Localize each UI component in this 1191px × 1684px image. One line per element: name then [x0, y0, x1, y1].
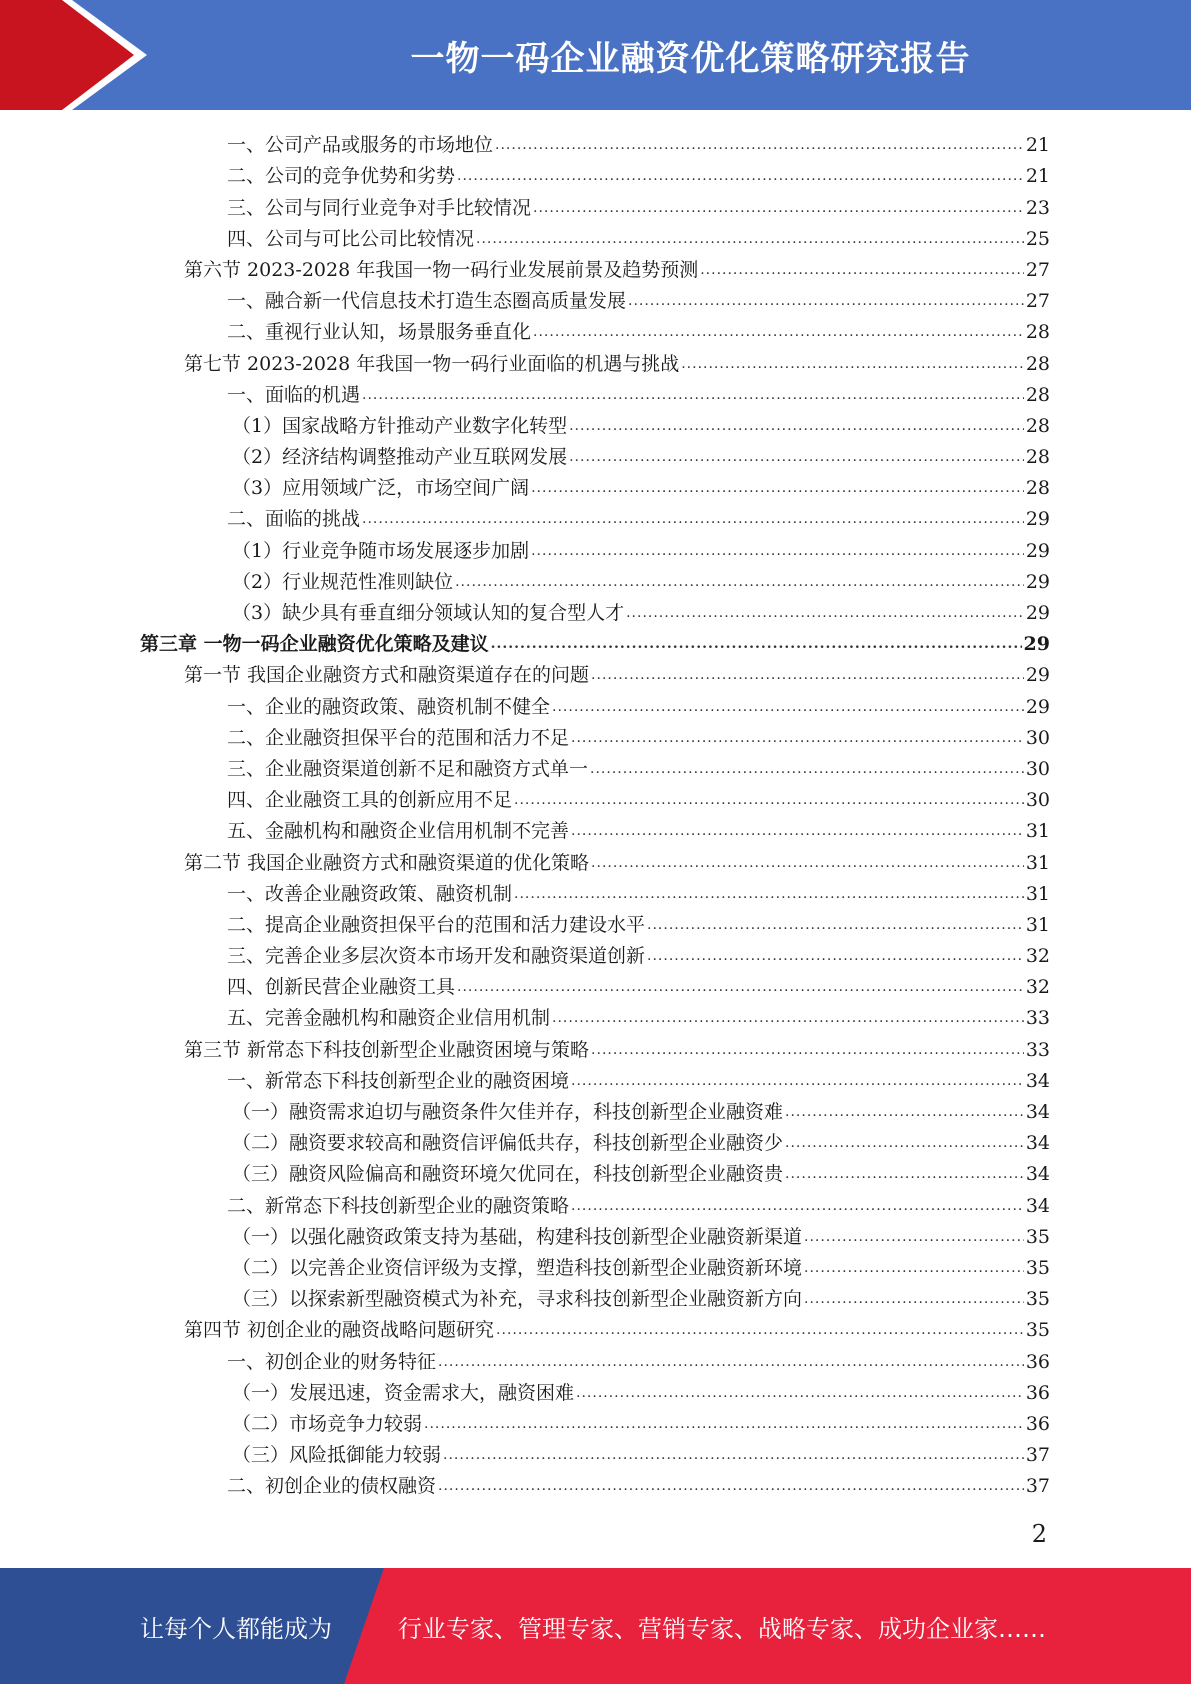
toc-leader-dots: [533, 196, 1024, 220]
toc-leader-dots: [362, 507, 1024, 531]
toc-entry-label: 二、提高企业融资担保平台的范围和活力建设水平: [227, 913, 646, 936]
toc-entry[interactable]: [140, 1093, 1050, 1124]
footer-banner: [0, 1568, 1191, 1684]
toc-entry-label: 五、金融机构和融资企业信用机制不完善: [227, 820, 570, 843]
toc-leader-dots: [804, 1256, 1024, 1280]
toc-leader-dots: [362, 383, 1024, 407]
toc-entry-page: 29: [1025, 602, 1050, 624]
toc-entry-page: 35: [1025, 1288, 1050, 1311]
toc-leader-dots: [591, 851, 1024, 875]
toc-leader-dots: [571, 1194, 1024, 1218]
toc-entry-page: 35: [1025, 1256, 1050, 1279]
toc-leader-dots: [628, 289, 1024, 313]
toc-leader-dots: [785, 1162, 1024, 1186]
toc-leader-dots: [531, 476, 1024, 500]
toc-entry-label: 三、完善企业多层次资本市场开发和融资渠道创新: [227, 945, 646, 968]
toc-entry[interactable]: [140, 126, 1050, 157]
toc-entry-label: 一、改善企业融资政策、融资机制: [227, 882, 513, 905]
toc-entry-label: （一）融资需求迫切与融资条件欠佳并存，科技创新型企业融资难: [232, 1101, 784, 1123]
toc-entry-page: 34: [1025, 1101, 1050, 1123]
toc-entry-label: （一）以强化融资政策支持为基础，构建科技创新型企业融资新渠道: [232, 1225, 803, 1248]
toc-leader-dots: [591, 663, 1024, 687]
toc-entry-page: 35: [1025, 1225, 1050, 1248]
toc-entry-label: 五、完善金融机构和融资企业信用机制: [227, 1007, 551, 1030]
toc-entry[interactable]: [140, 188, 1050, 219]
toc-entry-page: 36: [1025, 1412, 1050, 1435]
toc-entry-page: 29: [1025, 664, 1050, 687]
toc-entry-label: 第七节 2023-2028 年我国一物一码行业面临的机遇与挑战: [184, 352, 680, 375]
toc-entry-label: 第三节 新常态下科技创新型企业融资困境与策略: [184, 1038, 590, 1061]
toc-entry-page: 28: [1025, 383, 1050, 406]
toc-leader-dots: [495, 133, 1024, 157]
toc-entry-label: 第一节 我国企业融资方式和融资渠道存在的问题: [184, 664, 590, 687]
toc-entry-page: 28: [1025, 477, 1050, 500]
toc-entry-page: 28: [1025, 321, 1050, 344]
toc-leader-dots: [571, 819, 1024, 843]
toc-entry-label: 二、企业融资担保平台的范围和活力不足: [227, 726, 570, 749]
toc-entry[interactable]: [140, 500, 1050, 531]
toc-entry-page: 32: [1025, 976, 1050, 999]
toc-entry-page: 29: [1025, 695, 1050, 718]
toc-entry-label: 二、新常态下科技创新型企业的融资策略: [227, 1194, 570, 1217]
toc-entry-label: （3）缺少具有垂直细分领域认知的复合型人才: [232, 602, 625, 624]
toc-leader-dots: [476, 227, 1024, 251]
toc-entry[interactable]: [140, 781, 1050, 812]
toc-entry-label: 一、初创企业的财务特征: [227, 1350, 437, 1373]
toc-entry-label: 四、企业融资工具的创新应用不足: [227, 789, 513, 812]
toc-entry-label: （三）风险抵御能力较弱: [232, 1444, 442, 1467]
toc-entry-page: 34: [1025, 1132, 1050, 1155]
toc-entry-page: 30: [1025, 789, 1050, 812]
toc-entry[interactable]: [140, 1249, 1050, 1280]
toc-leader-dots: [569, 414, 1024, 438]
toc-leader-dots: [571, 1069, 1024, 1093]
toc-entry-page: 33: [1025, 1038, 1050, 1061]
toc-leader-dots: [785, 1100, 1024, 1124]
toc-entry[interactable]: [140, 687, 1050, 718]
toc-leader-dots: [491, 632, 1022, 656]
toc-entry[interactable]: [140, 1467, 1050, 1498]
toc-entry[interactable]: [140, 1186, 1050, 1217]
toc-entry[interactable]: [140, 376, 1050, 407]
toc-entry[interactable]: [140, 875, 1050, 906]
toc-entry-page: 21: [1025, 134, 1050, 157]
toc-leader-dots: [647, 944, 1024, 968]
toc-entry-page: 35: [1025, 1319, 1050, 1342]
toc-leader-dots: [590, 757, 1024, 781]
toc-entry-label: 三、公司与同行业竞争对手比较情况: [227, 196, 532, 219]
toc-entry-page: 28: [1025, 352, 1050, 375]
toc-entry-label: （二）市场竞争力较弱: [232, 1412, 423, 1435]
toc-entry[interactable]: [140, 1405, 1050, 1436]
toc-entry-label: 一、融合新一代信息技术打造生态圈高质量发展: [227, 290, 627, 313]
footer-slogan-left: 让每个人都能成为: [140, 1614, 332, 1643]
toc-entry[interactable]: [140, 812, 1050, 843]
toc-leader-dots: [531, 539, 1024, 563]
toc-entry-page: 31: [1025, 882, 1050, 905]
toc-entry[interactable]: [140, 313, 1050, 344]
toc-leader-dots: [576, 1381, 1024, 1405]
toc-entry[interactable]: [140, 157, 1050, 188]
toc-entry-page: 34: [1025, 1069, 1050, 1092]
toc-entry-label: 第四节 初创企业的融资战略问题研究: [184, 1319, 495, 1342]
toc-entry-page: 30: [1025, 757, 1050, 780]
toc-entry[interactable]: [140, 968, 1050, 999]
toc-entry[interactable]: [140, 1062, 1050, 1093]
toc-entry-page: 34: [1025, 1163, 1050, 1186]
toc-entry[interactable]: [140, 1280, 1050, 1311]
document-title: 一物一码企业融资优化策略研究报告: [410, 38, 971, 79]
toc-entry-page: 31: [1025, 913, 1050, 936]
toc-entry-page: 37: [1025, 1475, 1050, 1498]
toc-leader-dots: [533, 320, 1024, 344]
toc-entry-page: 21: [1025, 165, 1050, 188]
toc-entry[interactable]: [140, 563, 1050, 594]
toc-leader-dots: [681, 352, 1024, 376]
toc-leader-dots: [571, 726, 1024, 750]
toc-entry[interactable]: [140, 438, 1050, 469]
footer-slogan-right: 行业专家、管理专家、营销专家、战略专家、成功企业家……: [398, 1614, 1046, 1643]
toc-leader-dots: [457, 975, 1024, 999]
toc-entry[interactable]: [140, 469, 1050, 500]
toc-entry-label: （二）以完善企业资信评级为支撑，塑造科技创新型企业融资新环境: [232, 1256, 803, 1279]
toc-entry-label: （2）经济结构调整推动产业互联网发展: [232, 446, 568, 469]
toc-entry-page: 29: [1023, 633, 1050, 656]
toc-leader-dots: [591, 1038, 1024, 1062]
toc-entry[interactable]: [140, 531, 1050, 562]
toc-entry-label: （三）以探索新型融资模式为补充，寻求科技创新型企业融资新方向: [232, 1288, 803, 1311]
toc-entry[interactable]: [140, 656, 1050, 687]
toc-leader-dots: [647, 913, 1024, 937]
toc-leader-dots: [514, 882, 1024, 906]
toc-entry[interactable]: [140, 1342, 1050, 1373]
toc-entry-page: 32: [1025, 945, 1050, 968]
toc-entry-page: 29: [1025, 539, 1050, 562]
toc-leader-dots: [804, 1287, 1024, 1311]
toc-entry[interactable]: [140, 999, 1050, 1030]
toc-entry-label: （三）融资风险偏高和融资环境欠优同在，科技创新型企业融资贵: [232, 1163, 784, 1186]
toc-entry[interactable]: [140, 1311, 1050, 1342]
toc-leader-dots: [552, 695, 1024, 719]
toc-entry-page: 31: [1025, 820, 1050, 843]
toc-entry[interactable]: [140, 407, 1050, 438]
toc-entry-label: 第六节 2023-2028 年我国一物一码行业发展前景及趋势预测: [184, 258, 699, 281]
toc-entry[interactable]: [140, 625, 1050, 656]
toc-entry[interactable]: [140, 719, 1050, 750]
toc-leader-dots: [569, 445, 1024, 469]
toc-leader-dots: [804, 1225, 1024, 1249]
toc-entry-page: 28: [1025, 446, 1050, 469]
toc-entry-page: 28: [1025, 414, 1050, 437]
toc-leader-dots: [443, 1443, 1024, 1467]
toc-leader-dots: [424, 1412, 1024, 1436]
toc-entry-label: （1）行业竞争随市场发展逐步加剧: [232, 539, 530, 562]
toc-entry-page: 36: [1025, 1350, 1050, 1373]
toc-entry-page: 23: [1025, 196, 1050, 219]
toc-entry-page: 27: [1025, 290, 1050, 313]
toc-entry[interactable]: [140, 1436, 1050, 1467]
toc-entry[interactable]: [140, 251, 1050, 282]
toc-leader-dots: [552, 1006, 1024, 1030]
toc-entry-page: 25: [1025, 227, 1050, 250]
toc-entry[interactable]: [140, 594, 1050, 625]
toc-leader-dots: [626, 601, 1024, 625]
toc-entry[interactable]: [140, 1124, 1050, 1155]
toc-entry-label: 一、面临的机遇: [227, 383, 361, 406]
toc-leader-dots: [457, 164, 1024, 188]
table-of-contents: [140, 126, 1050, 1498]
page-number: 2: [1031, 1520, 1047, 1548]
header-banner: [0, 0, 1191, 110]
toc-entry-label: （1）国家战略方针推动产业数字化转型: [232, 414, 568, 437]
toc-entry[interactable]: [140, 843, 1050, 874]
toc-entry-page: 30: [1025, 726, 1050, 749]
toc-entry[interactable]: [140, 220, 1050, 251]
toc-entry[interactable]: [140, 906, 1050, 937]
toc-entry-page: 37: [1025, 1444, 1050, 1467]
toc-leader-dots: [438, 1474, 1024, 1498]
toc-entry-page: 36: [1025, 1381, 1050, 1404]
toc-leader-dots: [700, 258, 1024, 282]
header-arrow-decoration: [0, 0, 160, 110]
toc-entry-label: 二、初创企业的债权融资: [227, 1475, 437, 1498]
toc-leader-dots: [496, 1318, 1024, 1342]
toc-entry-label: 二、重视行业认知，场景服务垂直化: [227, 321, 532, 344]
toc-entry-page: 29: [1025, 508, 1050, 531]
toc-entry-label: （二）融资要求较高和融资信评偏低共存，科技创新型企业融资少: [232, 1132, 784, 1155]
toc-entry-label: （一）发展迅速，资金需求大，融资困难: [232, 1381, 575, 1404]
toc-entry-page: 29: [1025, 570, 1050, 593]
toc-leader-dots: [785, 1131, 1024, 1155]
toc-entry-label: 一、公司产品或服务的市场地位: [227, 134, 494, 157]
toc-leader-dots: [514, 788, 1024, 812]
toc-entry[interactable]: [140, 282, 1050, 313]
toc-entry-label: （2）行业规范性准则缺位: [232, 570, 454, 593]
toc-entry-label: （3）应用领域广泛，市场空间广阔: [232, 477, 530, 500]
toc-entry-label: 三、企业融资渠道创新不足和融资方式单一: [227, 757, 589, 780]
toc-entry-label: 一、新常态下科技创新型企业的融资困境: [227, 1069, 570, 1092]
toc-entry[interactable]: [140, 1374, 1050, 1405]
toc-entry-label: 第二节 我国企业融资方式和融资渠道的优化策略: [184, 851, 590, 874]
toc-entry[interactable]: [140, 344, 1050, 375]
toc-entry[interactable]: [140, 1218, 1050, 1249]
toc-entry-label: 一、企业的融资政策、融资机制不健全: [227, 695, 551, 718]
toc-entry[interactable]: [140, 937, 1050, 968]
toc-entry-label: 第三章 一物一码企业融资优化策略及建议: [140, 633, 489, 656]
toc-leader-dots: [438, 1350, 1024, 1374]
toc-entry[interactable]: [140, 1030, 1050, 1061]
toc-leader-dots: [455, 570, 1024, 594]
toc-entry[interactable]: [140, 1155, 1050, 1186]
toc-entry-label: 二、公司的竞争优势和劣势: [227, 165, 456, 188]
toc-entry-label: 四、公司与可比公司比较情况: [227, 227, 475, 250]
toc-entry-page: 27: [1025, 258, 1050, 281]
toc-entry-page: 34: [1025, 1194, 1050, 1217]
toc-entry[interactable]: [140, 750, 1050, 781]
toc-entry-page: 31: [1025, 851, 1050, 874]
toc-entry-label: 二、面临的挑战: [227, 508, 361, 531]
toc-entry-label: 四、创新民营企业融资工具: [227, 976, 456, 999]
toc-entry-page: 33: [1025, 1007, 1050, 1030]
